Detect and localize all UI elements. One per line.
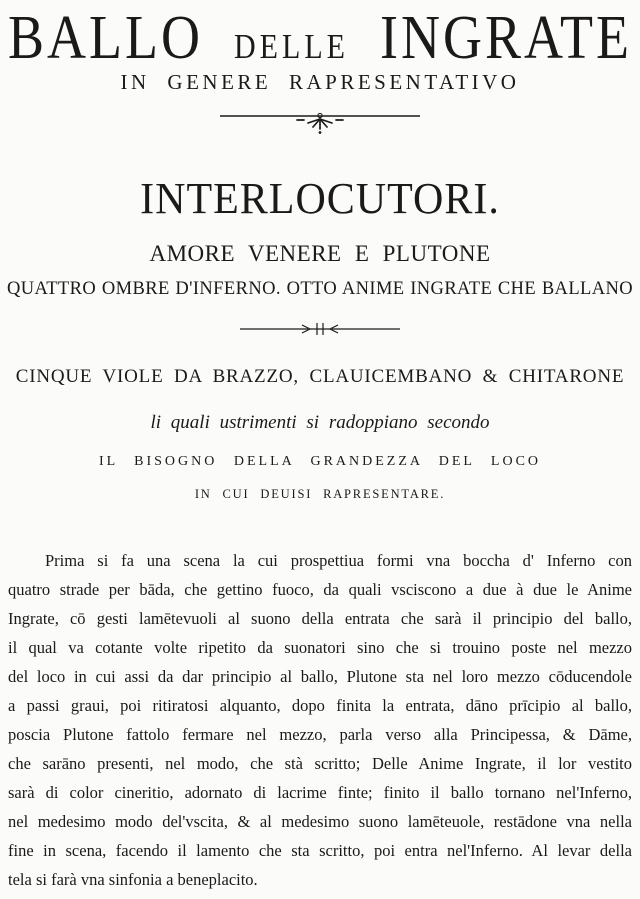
body-line: poscia Plutone fattolo fermare nel mezzo, parla verso alla Principessa, & Dāme, (8, 725, 632, 744)
page-title (0, 2, 640, 73)
body-line: Prima si fa una scena la cui prospettiua formi vna boccha d' Inferno con (45, 551, 632, 570)
body-line: sarà di color cineritio, adornato di lacrime finte; finito il ballo tornano nel'Inferno, (8, 783, 632, 802)
body-line: che sarāno presenti, nel modo, che stà scritto; Delle Anime Ingrate, il lor vestito (8, 754, 632, 773)
body-line: nel medesimo modo del'vscita, & al medesimo suono lamēteuole, restādone vna nella (8, 812, 632, 831)
body-line: a passi graui, poi ritiratosi alquanto, dopo finita la entrata, dāno prīcipio al ballo, (8, 696, 632, 715)
stage-directions-paragraph (8, 546, 632, 894)
fleuron-sprig-icon (220, 112, 420, 138)
instruments-line-4: IN CUI DEUISI RAPRESENTARE. (194, 487, 446, 501)
cast-line-1: AMORE VENERE E PLUTONE (149, 241, 491, 266)
fleuron-divider (0, 112, 640, 138)
title-word-ballo: BALLO (8, 2, 203, 73)
body-line: del loco in cui assi da dar principio al ballo, Plutone sta nel loro mezzo cōducendole (8, 667, 632, 686)
interlocutori-heading: INTERLOCUTORI. (140, 175, 500, 224)
body-line: fine in scena, facendo il lamento che sta scritto, poi entra nel'Inferno. Al levar della (8, 841, 632, 860)
inward-arrows-icon (240, 322, 400, 336)
body-line: tela si farà vna sinfonia a beneplacito. (8, 870, 258, 889)
subtitle: IN GENERE RAPRESENTATIVO (120, 70, 520, 94)
instruments-line-1: CINQUE VIOLE DA BRAZZO, CLAUICEMBANO & CHITARONE (15, 366, 625, 387)
cast-line-2: QUATTRO OMBRE D'INFERNO. OTTO ANIME INGRATE CHE BALLANO (7, 279, 633, 299)
body-line: Ingrate, cō gesti lamētevuoli al suono della entrata che sarà il principio del ballo, (8, 609, 632, 628)
body-line: quatro strade per bāda, che gettino fuoco, da quali vsciscono a due à due le Anime (8, 580, 632, 599)
instruments-line-3: IL BISOGNO DELLA GRANDEZZA DEL LOCO (98, 454, 542, 469)
arrow-divider (0, 322, 640, 336)
instruments-line-2-italic: li quali ustrimenti si radoppiano secondo (150, 412, 490, 433)
title-word-delle: DELLE (234, 28, 349, 67)
title-word-ingrate: INGRATE (380, 2, 632, 73)
body-line: il qual va cotante volte ripetito da suonatori sino che si trouino poste nel mezzo (8, 638, 632, 657)
